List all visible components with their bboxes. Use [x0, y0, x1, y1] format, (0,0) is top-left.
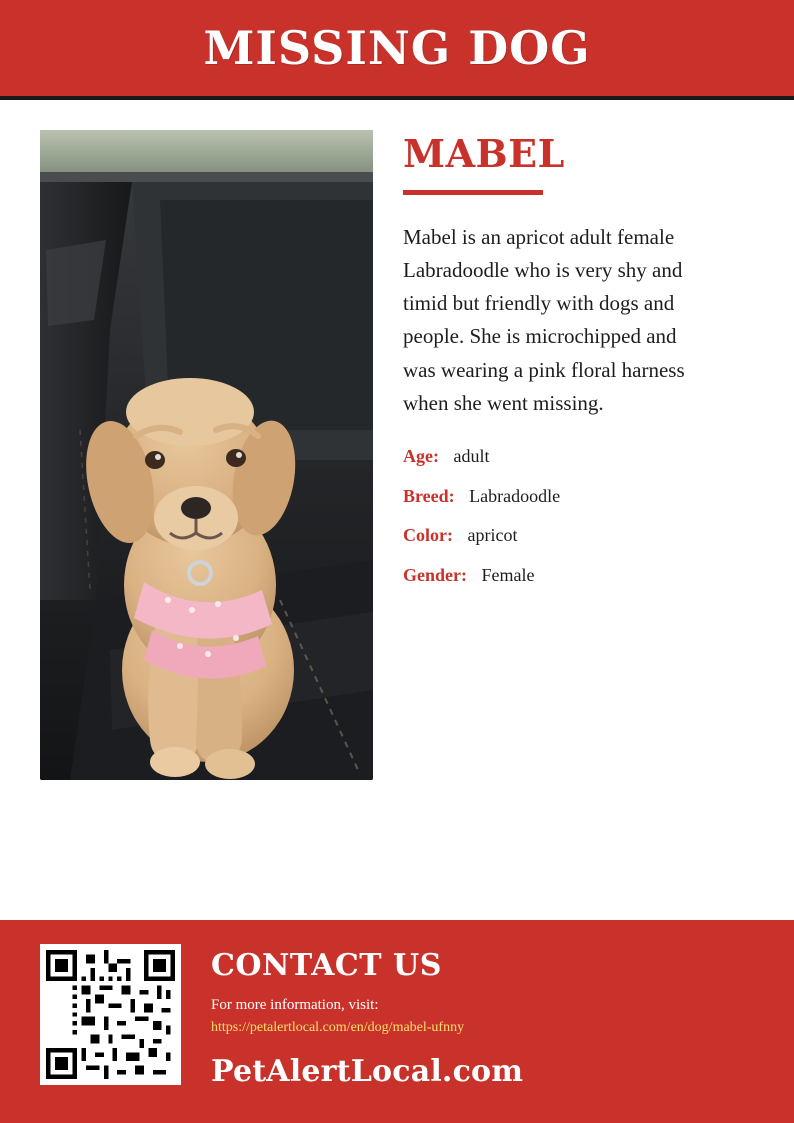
attribute-color-value: apricot — [467, 525, 518, 546]
contact-title: CONTACT US — [211, 948, 442, 983]
attribute-gender — [403, 565, 754, 587]
attribute-gender-label: Gender: — [403, 564, 467, 585]
pet-photo-illustration — [40, 130, 373, 780]
attribute-breed-label: Breed: — [403, 485, 455, 506]
attribute-age-label: Age: — [403, 445, 439, 466]
attribute-color — [403, 525, 754, 547]
attribute-breed — [403, 486, 754, 508]
contact-info-text: For more information, visit: — [211, 997, 379, 1013]
attribute-age-value: adult — [453, 445, 490, 466]
brand-name: PetAlertLocal.com — [211, 1054, 524, 1089]
qr-code-icon[interactable] — [40, 944, 181, 1085]
attribute-color-label: Color: — [403, 525, 453, 546]
pet-profile-link[interactable]: https://petalertlocal.com/en/dog/mabel-ufnny — [211, 1020, 465, 1035]
pet-description: Mabel is an apricot adult female Labradoodle who is very shy and timid but friendly with dogs and people. She is microchipped and was wearing a pink floral harness when she went missing. — [403, 224, 685, 415]
attribute-gender-value: Female — [481, 564, 535, 585]
poster-header — [0, 0, 794, 100]
pet-photo — [40, 130, 373, 780]
attribute-age — [403, 446, 754, 468]
pet-name: MABEL — [403, 131, 565, 176]
page-title: MISSING DOG — [203, 21, 591, 75]
qr-code-graphic — [46, 950, 175, 1079]
poster-body — [0, 100, 794, 780]
photo-column — [40, 130, 373, 780]
attribute-breed-value: Labradoodle — [469, 485, 561, 506]
contact-column — [181, 944, 523, 1089]
poster-footer — [0, 920, 794, 1123]
info-column — [373, 130, 754, 780]
title-divider — [403, 190, 543, 195]
